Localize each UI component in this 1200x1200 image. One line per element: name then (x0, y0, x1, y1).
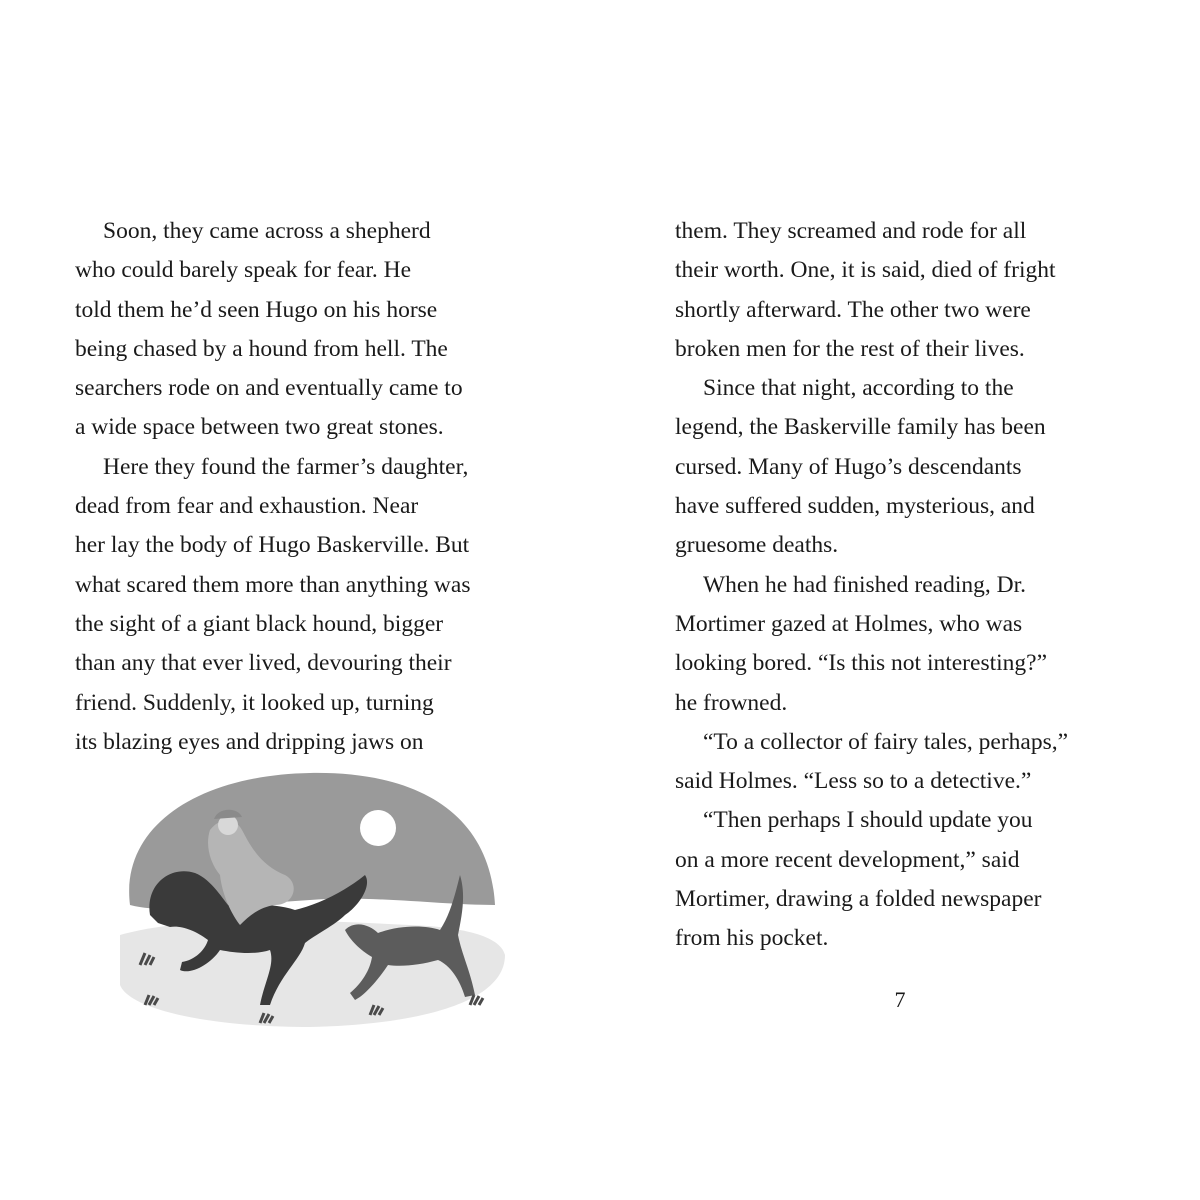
text-line: than any that ever lived, devouring their (75, 650, 452, 677)
text-line: on a more recent development,” said (675, 846, 1020, 873)
left-column (75, 212, 545, 762)
text-line: what scared them more than anything was (75, 571, 471, 598)
text-line: looking bored. “Is this not interesting?” (675, 650, 1048, 677)
text-line: Here they found the farmer’s daughter, (103, 453, 469, 480)
text-line: Mortimer, drawing a folded newspaper (675, 886, 1042, 913)
text-line: friend. Suddenly, it looked up, turning (75, 689, 434, 716)
text-line: them. They screamed and rode for all (675, 218, 1027, 244)
text-line: who could barely speak for fear. He (75, 257, 412, 284)
text-line: legend, the Baskerville family has been (675, 414, 1046, 441)
text-line: “Then perhaps I should update you (703, 807, 1033, 834)
moon-icon (360, 810, 396, 846)
text-line: the sight of a giant black hound, bigger (75, 610, 444, 637)
text-line: have suffered sudden, mysterious, and (675, 493, 1035, 520)
text-line: Since that night, according to the (703, 375, 1014, 402)
text-line: Soon, they came across a shepherd (103, 218, 431, 244)
text-line: “To a collector of fairy tales, perhaps,” (703, 728, 1069, 755)
right-column (675, 212, 1145, 959)
text-line: from his pocket. (675, 925, 829, 952)
page-number: 7 (894, 987, 906, 1012)
text-line: cursed. Many of Hugo’s descendants (675, 453, 1022, 480)
text-line: broken men for the rest of their lives. (675, 335, 1025, 362)
rider-on-horse-chased-by-hound-illustration (110, 755, 510, 1035)
text-line: Mortimer gazed at Holmes, who was (675, 610, 1023, 637)
text-line: dead from fear and exhaustion. Near (75, 493, 419, 520)
text-line: gruesome deaths. (675, 532, 839, 559)
text-line: said Holmes. “Less so to a detective.” (675, 768, 1032, 795)
text-line: searchers rode on and eventually came to (75, 375, 463, 402)
text-line: When he had finished reading, Dr. (703, 571, 1027, 598)
illustration (110, 755, 510, 1035)
text-line: told them he’d seen Hugo on his horse (75, 296, 438, 323)
text-line: being chased by a hound from hell. The (75, 335, 448, 362)
grass-tuft-icon (470, 995, 483, 1005)
text-line: a wide space between two great stones. (75, 414, 444, 441)
text-line: shortly afterward. The other two were (675, 296, 1031, 323)
text-line: their worth. One, it is said, died of fright (675, 257, 1056, 284)
text-line: her lay the body of Hugo Baskerville. But (75, 532, 470, 559)
text-line: its blazing eyes and dripping jaws on (75, 728, 424, 755)
text-line: he frowned. (675, 689, 788, 716)
